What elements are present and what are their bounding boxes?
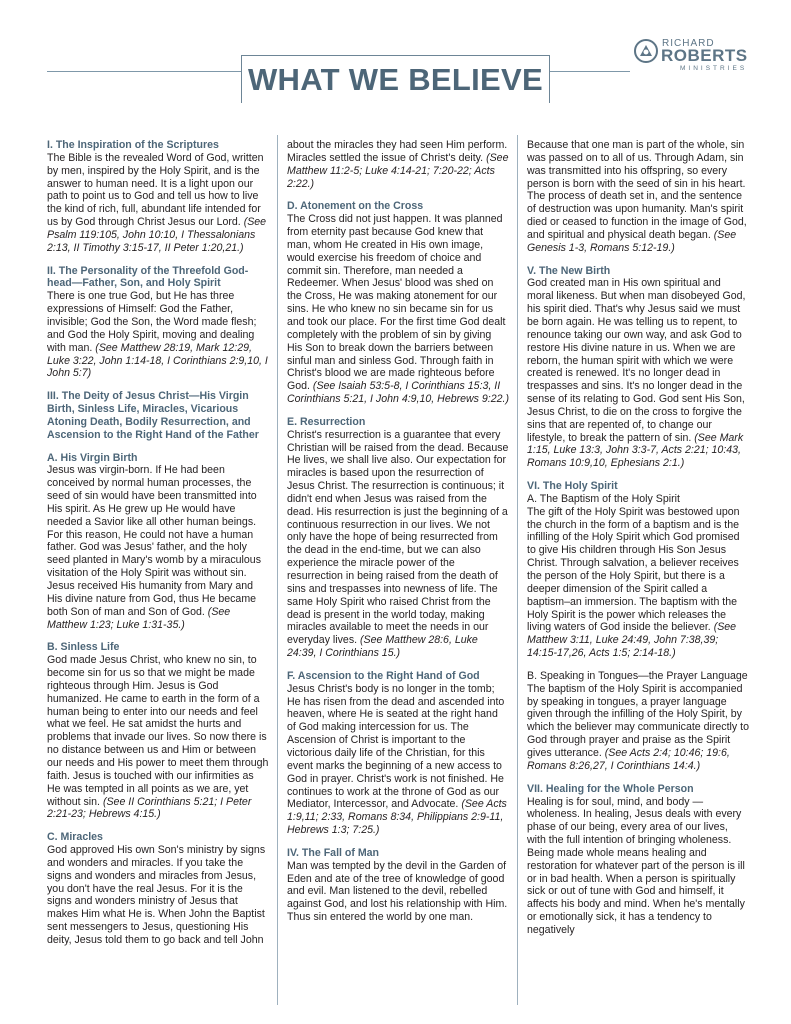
subsection-heading: C. Miracles	[47, 831, 103, 844]
scripture-reference: (See II Corinthians 5:21; I Peter 2:21-23; Hebrews 4:15.)	[47, 795, 252, 821]
header-rule-right	[550, 71, 630, 72]
section-body: The baptism of the Holy Spirit is accompanied by speaking in tongues, a prayer language given through the infilling of the Holy Spirit, by which the believer may communicate directly to God through prayer and praise as the Spirit gives utterance. (See Acts 2:4; 10:46; 19:6, Romans 8:26,27, I Corinthians 14:4.)	[527, 682, 749, 772]
section-body: Healing is for soul, mind, and body — wholeness. In healing, Jesus deals with every phase of our being, every area of our lives, with the full intention of bringing wholeness. Being made whole means healing and restoration for whatever part of the person is ill or in bad health. When a person is spiritually sick or out of tune with God and himself, it affects his body and mind. When he's mentally or emotionally sick, it has a tendency to negatively	[527, 795, 745, 936]
section-body: The Bible is the revealed Word of God, written by men, inspired by the Holy Spirit, and is the answer to human need. It is a light upon our path to point us to God and tell us how to live the kind of rich, full, abundant life intended for us by God through Christ Jesus our Lord. (See Psalm 119:105, John 10:10, I Thessalonians 2:13, II Timothy 3:15-17, II Peter 1:20,21.)	[47, 151, 267, 254]
section-heading: III. The Deity of Jesus Christ—His Virgin Birth, Sinless Life, Miracles, Vicarious Atoning Death, Bodily Resurrection, and Ascension to the Right Hand of the Father	[47, 390, 259, 441]
logo-name-text: ROBERTS	[661, 46, 748, 65]
subsection-heading: A. His Virgin Birth	[47, 451, 138, 464]
section-body: The Cross did not just happen. It was planned from eternity past because God knew that man, whom He created in His own image, would exercise his freedom of choice and commit sin. Therefore, man needed a Redeemer. When Jesus' blood was shed on the Cross, He was making atonement for our sins. He who knew no sin became sin for us and took our place. For the first time God dealt completely with the problem of sin by giving His Son to break down the barriers between sinful man and sinless God. Through faith in Christ's blood we are made righteous before God. (See Isaiah 53:5-8, I Corinthians 15:3, II Corinthians 5:21, I John 4:9,10, Hebrews 9:22.)	[287, 213, 510, 406]
section-body: Christ's resurrection is a guarantee that every Christian will be raised from the dead. Because He lives, we shall live also. Our expectation for miracles is based upon the resurrection of Jesus Christ. The resurrection is continuous; it didn't end when Jesus was raised from the dead. His resurrection is just the beginning of a continuous resurrection in our lives. We not only have the hope of being resurrected from the dead in the end-time, but we can also experience the miracle power of the resurrection in being raised from the death of sins and trespasses into newness of life. The same Holy Spirit who raised Christ from the dead is present in the world today, making miracles available to meet the needs in our everyday lives. (See Matthew 28:6, Luke 24:39, I Corinthians 15.)	[287, 428, 509, 660]
ministry-logo	[634, 38, 746, 74]
subsection-heading: B. Sinless Life	[47, 641, 120, 654]
section-heading: VI. The Holy Spirit	[527, 480, 618, 493]
scripture-reference: (See Acts 2:4; 10:46; 19:6, Romans 8:26,27, I Corinthians 14:4.)	[527, 746, 730, 772]
column-divider-2	[517, 135, 518, 1005]
subsection-heading: D. Atonement on the Cross	[287, 200, 424, 213]
scripture-reference: (See Matthew 28:6, Luke 24:39, I Corinthians 15.)	[287, 634, 478, 660]
scripture-reference: (See Matthew 28:19, Mark 12:29, Luke 3:22, John 1:14-18, I Corinthians 2:9,10, I John 5:7)	[47, 341, 268, 380]
section-body: God made Jesus Christ, who knew no sin, to become sin for us so that we might be made righteous through Him. Jesus is God humanized. He came to earth in the form of a human being to enter into our needs and feel what we feel. He sat amidst the hurts and problems that invade our lives. So now there is no distance between us and Him or between our needs and His power to meet them through faith. Jesus is touched with our infirmities as He was tempted in all points as we are, yet without sin. (See II Corinthians 5:21; I Peter 2:21-23; Hebrews 4:15.)	[47, 654, 269, 821]
section-body: The gift of the Holy Spirit was bestowed upon the church in the form of a baptism and is the infilling of the Holy Spirit which God promised to give His children through His Son Jesus Christ. Through salvation, a believer receives the person of the Holy Spirit, but there is a deeper dimension of the Spirit called a baptism–an immersion. The baptism with the Holy Spirit is the power which releases the living waters of God inside the believer. (See Matthew 3:11, Luke 24:49, John 7:38,39; 14:15-17,26, Acts 1:5; 2:14-18.)	[527, 505, 740, 660]
column-divider-1	[277, 135, 278, 1005]
subsection-label: A. The Baptism of the Holy Spirit	[527, 492, 680, 505]
column-3	[527, 139, 749, 937]
scripture-reference: (See Matthew 3:11, Luke 24:49, John 7:38,39; 14:15-17,26, Acts 1:5; 2:14-18.)	[527, 621, 737, 660]
page-title: WHAT WE BELIEVE	[248, 62, 543, 97]
section-body: Man was tempted by the devil in the Garden of Eden and ate of the tree of knowledge of good and evil. Man listened to the devil, rebelled against God, and lost his relationship with Him. Thus sin entered the world by one man.	[287, 859, 508, 924]
subsection-heading: E. Resurrection	[287, 415, 366, 428]
subsection-label: B. Speaking in Tongues—the Prayer Language	[527, 669, 748, 682]
section-body: about the miracles they had seen Him perform. Miracles settled the issue of Christ's deity. (See Matthew 11:2-5; Luke 4:14-21; 7:20-22; Acts 2:22.)	[287, 139, 509, 190]
logo-top-text: RICHARD	[662, 38, 715, 49]
scripture-reference: (See Mark 1:15, Luke 13:3, John 3:3-7, Acts 2:21; 10:43, Romans 10:9,10, Ephesians 2:1.)	[527, 431, 744, 470]
scripture-reference: (See Psalm 119:105, John 10:10, I Thessalonians 2:13, II Timothy 3:15-17, II Peter 1:20,21.)	[47, 216, 267, 254]
scripture-reference: (See Matthew 11:2-5; Luke 4:14-21; 7:20-22; Acts 2:22.)	[287, 151, 509, 190]
scripture-reference: (See Matthew 1:23; Luke 1:31-35.)	[47, 605, 231, 631]
section-body: Jesus Christ's body is no longer in the tomb; He has risen from the dead and ascended into heaven, where He is seated at the right hand of God making intercession for us. The Ascension of Christ is important to the victorious daily life of the Christian, for this event marks the beginning of a new access to God in prayer. Christ's work is not finished. He continues to work at the throne of God as our Mediator, Intercessor, and Advocate. (See Acts 1:9,11; 2:33, Romans 8:34, Philippians 2:9-11, Hebrews 1:3; 7:25.)	[287, 682, 507, 837]
subsection-heading: F. Ascension to the Right Hand of God	[287, 669, 480, 682]
column-1	[47, 139, 269, 947]
section-body: God created man in His own spiritual and moral likeness. But when man disobeyed God, his spirit died. That's why Jesus said we must be born again. He was telling us to repent, to renounce taking our own way, and ask God to restore His divine nature in us. When we are reborn, the human spirit with which we were created is renewed. It's no longer dead in trespasses and sins. It's no longer dead in the sense of its relating to God. God sent His Son, Jesus Christ, to die on the cross to forgive the sins that are repented of, to change our lifestyle, to break the pattern of sin. (See Mark 1:15, Luke 13:3, John 3:3-7, Acts 2:21; 10:43, Romans 10:9,10, Ephesians 2:1.)	[527, 277, 746, 470]
section-heading: IV. The Fall of Man	[287, 846, 380, 859]
section-body: Jesus was virgin-born. If He had been conceived by normal human processes, the seed of sin would have been transmitted into His spirit. As He grew up He would have needed a Savior like all other human beings. For this reason, He could not have a human father. God was Jesus' father, and the holy seed planted in Mary's womb by a miraculous visitation of the Holy Spirit was without sin. Jesus received His humanity from Mary and His divine nature from God, thus He became both Son of man and Son of God. (See Matthew 1:23; Luke 1:31-35.)	[47, 464, 261, 631]
logo-mark-icon	[634, 39, 658, 63]
section-heading: V. The New Birth	[527, 264, 611, 277]
scripture-reference: (See Acts 1:9,11; 2:33, Romans 8:34, Philippians 2:9-11, Hebrews 1:3; 7:25.)	[287, 798, 507, 837]
header-rule-left	[47, 71, 241, 72]
section-body: There is one true God, but He has three expressions of Himself: God the Father, invisible; God the Son, the Word made flesh; and God the Holy Spirit, moving and dealing with man. (See Matthew 28:19, Mark 12:29, Luke 3:22, John 1:14-18, I Corinthians 2:9,10, I John 5:7)	[47, 290, 268, 380]
scripture-reference: (See Isaiah 53:5-8, I Corinthians 15:3, II Corinthians 5:21, I John 4:9,10, Hebrews 9:22.)	[287, 380, 510, 406]
section-heading: II. The Personality of the Threefold God-head—Father, Son, and Holy Spirit	[47, 264, 249, 290]
section-heading: VII. Healing for the Whole Person	[527, 782, 694, 795]
column-2	[287, 139, 509, 924]
logo-sub-text: MINISTRIES	[680, 65, 748, 72]
section-heading: I. The Inspiration of the Scriptures	[47, 139, 219, 151]
scripture-reference: (See Genesis 1-3, Romans 5:12-19.)	[527, 228, 737, 254]
section-body: Because that one man is part of the whole, sin was passed on to all of us. Through Adam, sin was transmitted into his offspring, so every person is born with the seed of sin in his heart. The process of death set in, and the sentence of destruction was upon humanity. Man's spirit died or ceased to function in the image of God, and spiritual and physical death began. (See Genesis 1-3, Romans 5:12-19.)	[527, 139, 747, 254]
section-body: God approved His own Son's ministry by signs and wonders and miracles. If you take the signs and wonders and miracles from Jesus, you don't have the real Jesus. For it is the signs and wonders ministry of Jesus that makes Him what He is. When John the Baptist sent messengers to Jesus, questioning His deity, Jesus told them to go back and tell John	[47, 844, 266, 946]
